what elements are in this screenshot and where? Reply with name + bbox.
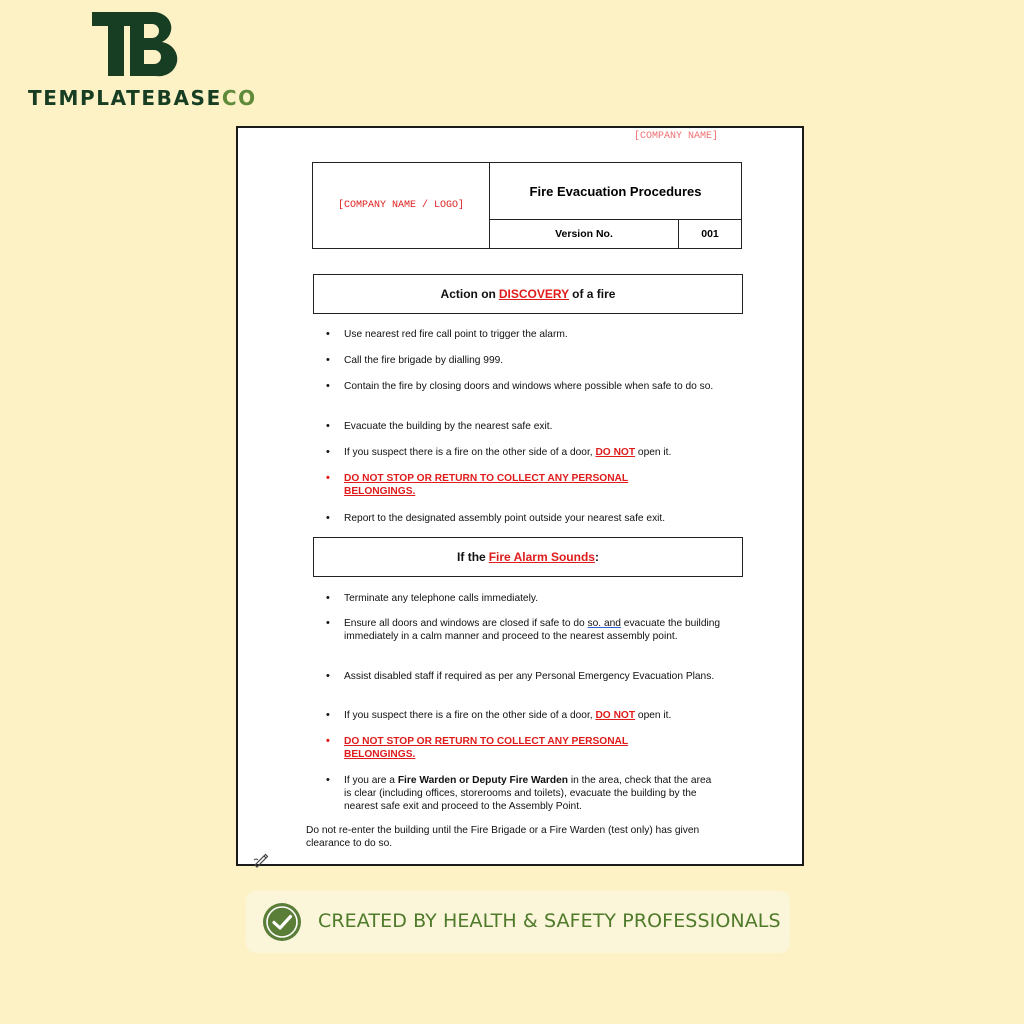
item-emphasis: DO NOT: [595, 710, 636, 721]
brand-name-accent: CO: [221, 86, 257, 110]
document-header-table: [312, 162, 742, 249]
list-item: [326, 709, 721, 722]
list-item: • Report to the designated assembly point outside your nearest safe exit.: [326, 512, 721, 525]
heading-emphasis: DISCOVERY: [498, 287, 570, 301]
templatebase-logo-icon: [92, 12, 180, 78]
item-text: Ensure all doors and windows are closed if safe to do: [344, 618, 585, 629]
item-emphasis: Fire Warden or Deputy Fire Warden: [397, 775, 569, 786]
list-item-warning: • DO NOT STOP OR RETURN TO COLLECT ANY PERSONAL BELONGINGS.: [326, 735, 666, 761]
heading-text: of a fire: [572, 287, 616, 301]
item-emphasis: so. and: [587, 618, 621, 629]
section-fire-alarm-heading: [313, 537, 743, 577]
company-name-placeholder: [COMPANY NAME]: [633, 131, 718, 142]
badge-text: CREATED BY HEALTH & SAFETY PROFESSIONALS: [318, 910, 781, 932]
version-value: 001: [679, 220, 742, 249]
document-page: [236, 126, 804, 866]
credentials-badge: [246, 891, 790, 953]
list-item-warning: • DO NOT STOP OR RETURN TO COLLECT ANY PERSONAL BELONGINGS.: [326, 472, 666, 498]
company-logo-placeholder: [COMPANY NAME / LOGO]: [313, 163, 490, 249]
list-item: [326, 446, 721, 459]
list-item: • Terminate any telephone calls immediately.: [326, 592, 721, 605]
list-item: • Assist disabled staff if required as per any Personal Emergency Evacuation Plans.: [326, 670, 721, 683]
heading-emphasis: Fire Alarm Sounds: [488, 550, 595, 564]
item-text: If you suspect there is a fire on the other side of a door,: [344, 710, 593, 721]
version-label: Version No.: [490, 220, 679, 249]
closing-note: Do not re-enter the building until the Fire Brigade or a Fire Warden (test only) has given clearance to do so.: [306, 825, 700, 849]
item-text: in the area, check that the area is clear (including offices, storerooms and toilets), evacuate the building by the nearest safe exit and proceed to the Assembly Point.: [344, 775, 712, 812]
document-title: Fire Evacuation Procedures: [490, 163, 742, 220]
list-item: • Contain the fire by closing doors and windows where possible when safe to do so.: [326, 380, 721, 393]
item-text: evacuate the building immediately in a calm manner and proceed to the nearest assembly point.: [344, 618, 721, 642]
brand-wordmark: [28, 86, 257, 110]
brand-name-main: TEMPLATEBASE: [28, 86, 222, 110]
item-text: If you are a: [344, 775, 395, 786]
item-emphasis: DO NOT: [595, 447, 636, 458]
item-text: open it.: [637, 710, 672, 721]
heading-text: :: [594, 550, 599, 564]
list-item: • Call the fire brigade by dialling 999.: [326, 354, 721, 367]
list-item: • Use nearest red fire call point to trigger the alarm.: [326, 328, 721, 341]
list-item: [326, 774, 721, 813]
heading-text: Action on: [440, 287, 496, 301]
item-text: open it.: [637, 447, 672, 458]
section-discovery-heading: [313, 274, 743, 314]
list-item: • Evacuate the building by the nearest safe exit.: [326, 420, 721, 433]
signature-pen-icon: [252, 850, 270, 868]
check-circle-icon: [262, 902, 302, 942]
item-text: If you suspect there is a fire on the other side of a door,: [344, 447, 593, 458]
list-item: [326, 617, 721, 643]
heading-text: If the: [457, 550, 486, 564]
